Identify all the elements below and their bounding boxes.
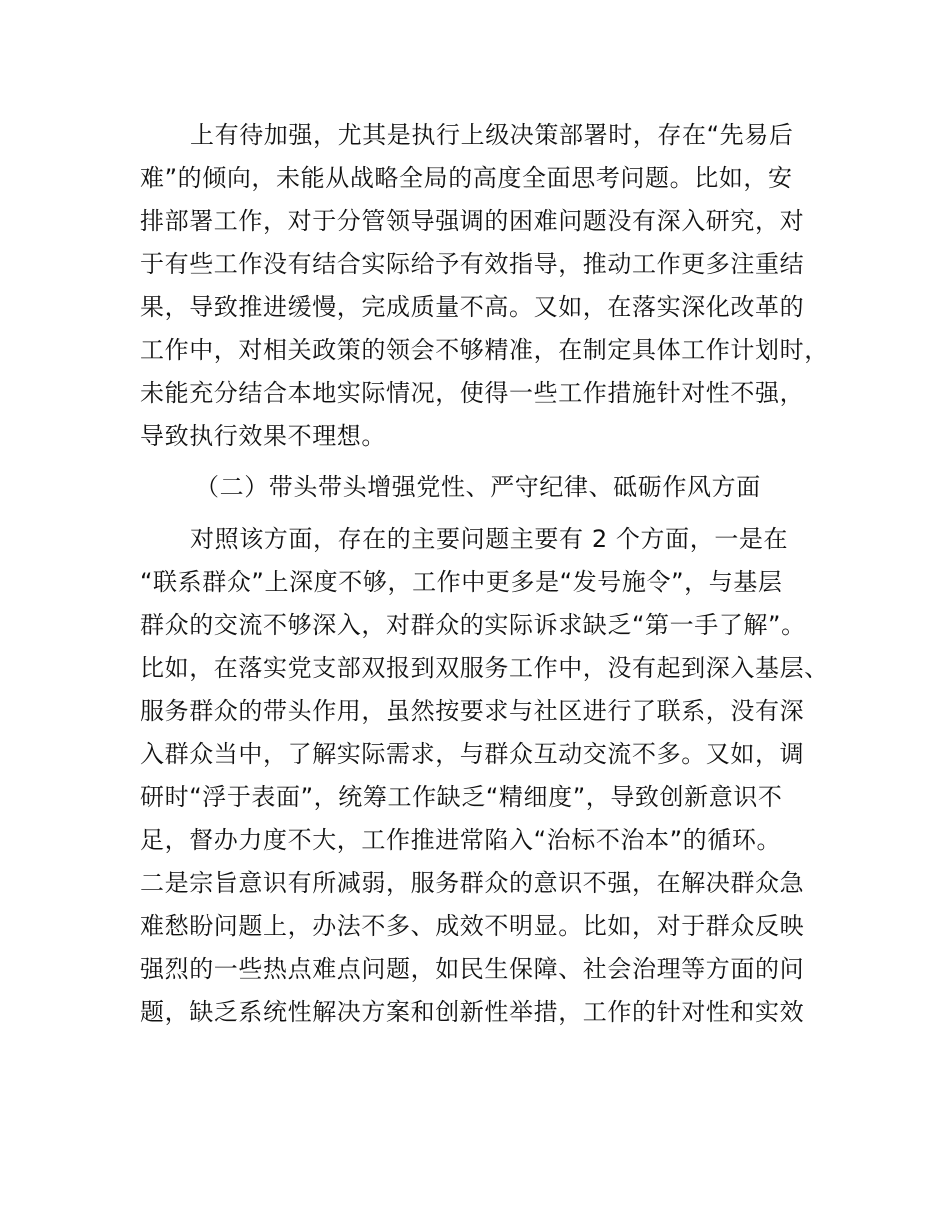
paragraph-line: 二是宗旨意识有所减弱，服务群众的意识不强，在解决群众急 (140, 869, 805, 897)
paragraph-line: 果，导致推进缓慢，完成质量不高。又如，在落实深化改革的 (140, 293, 805, 321)
section-heading: （二）带头带头增强党性、严守纪律、砥砺作风方面 (195, 473, 761, 501)
paragraph-line: 强烈的一些热点难点问题，如民生保障、社会治理等方面的问 (140, 955, 805, 983)
document-body (140, 114, 840, 1034)
paragraph-line: 导致执行效果不理想。 (140, 422, 386, 450)
paragraph-main (140, 518, 840, 1034)
paragraph-line: 难”的倾向，未能从战略全局的高度全面思考问题。比如，安 (140, 164, 793, 192)
paragraph-continuation (140, 114, 840, 458)
paragraph-line: 足，督办力度不大，工作推进常陷入“治标不治本”的循环。 (140, 826, 782, 854)
paragraph-line: 比如，在落实党支部双报到双服务工作中，没有起到深入基层、 (140, 654, 829, 682)
paragraph-line: “联系群众”上深度不够，工作中更多是“发号施令”，与基层 (140, 568, 783, 596)
paragraph-line: 入群众当中，了解实际需求，与群众互动交流不多。又如，调 (140, 740, 805, 768)
paragraph-line: 研时“浮于表面”，统筹工作缺乏“精细度”，导致创新意识不 (140, 783, 783, 811)
paragraph-line: 于有些工作没有结合实际给予有效指导，推动工作更多注重结 (140, 250, 805, 278)
paragraph-line: 未能充分结合本地实际情况，使得一些工作措施针对性不强， (140, 379, 805, 407)
paragraph-line: 难愁盼问题上，办法不多、成效不明显。比如，对于群众反映 (140, 912, 805, 940)
paragraph-line: 对照该方面，存在的主要问题主要有 2 个方面，一是在 (190, 525, 789, 553)
paragraph-line: 上有待加强，尤其是执行上级决策部署时，存在“先易后 (190, 121, 794, 149)
paragraph-line: 工作中，对相关政策的领会不够精准，在制定具体工作计划时， (140, 336, 829, 364)
paragraph-line: 群众的交流不够深入，对群众的实际诉求缺乏“第一手了解”。 (140, 611, 806, 639)
paragraph-line: 题，缺乏系统性解决方案和创新性举措，工作的针对性和实效 (140, 998, 805, 1026)
paragraph-line: 服务群众的带头作用，虽然按要求与社区进行了联系，没有深 (140, 697, 805, 725)
paragraph-line: 排部署工作，对于分管领导强调的困难问题没有深入研究，对 (140, 207, 805, 235)
